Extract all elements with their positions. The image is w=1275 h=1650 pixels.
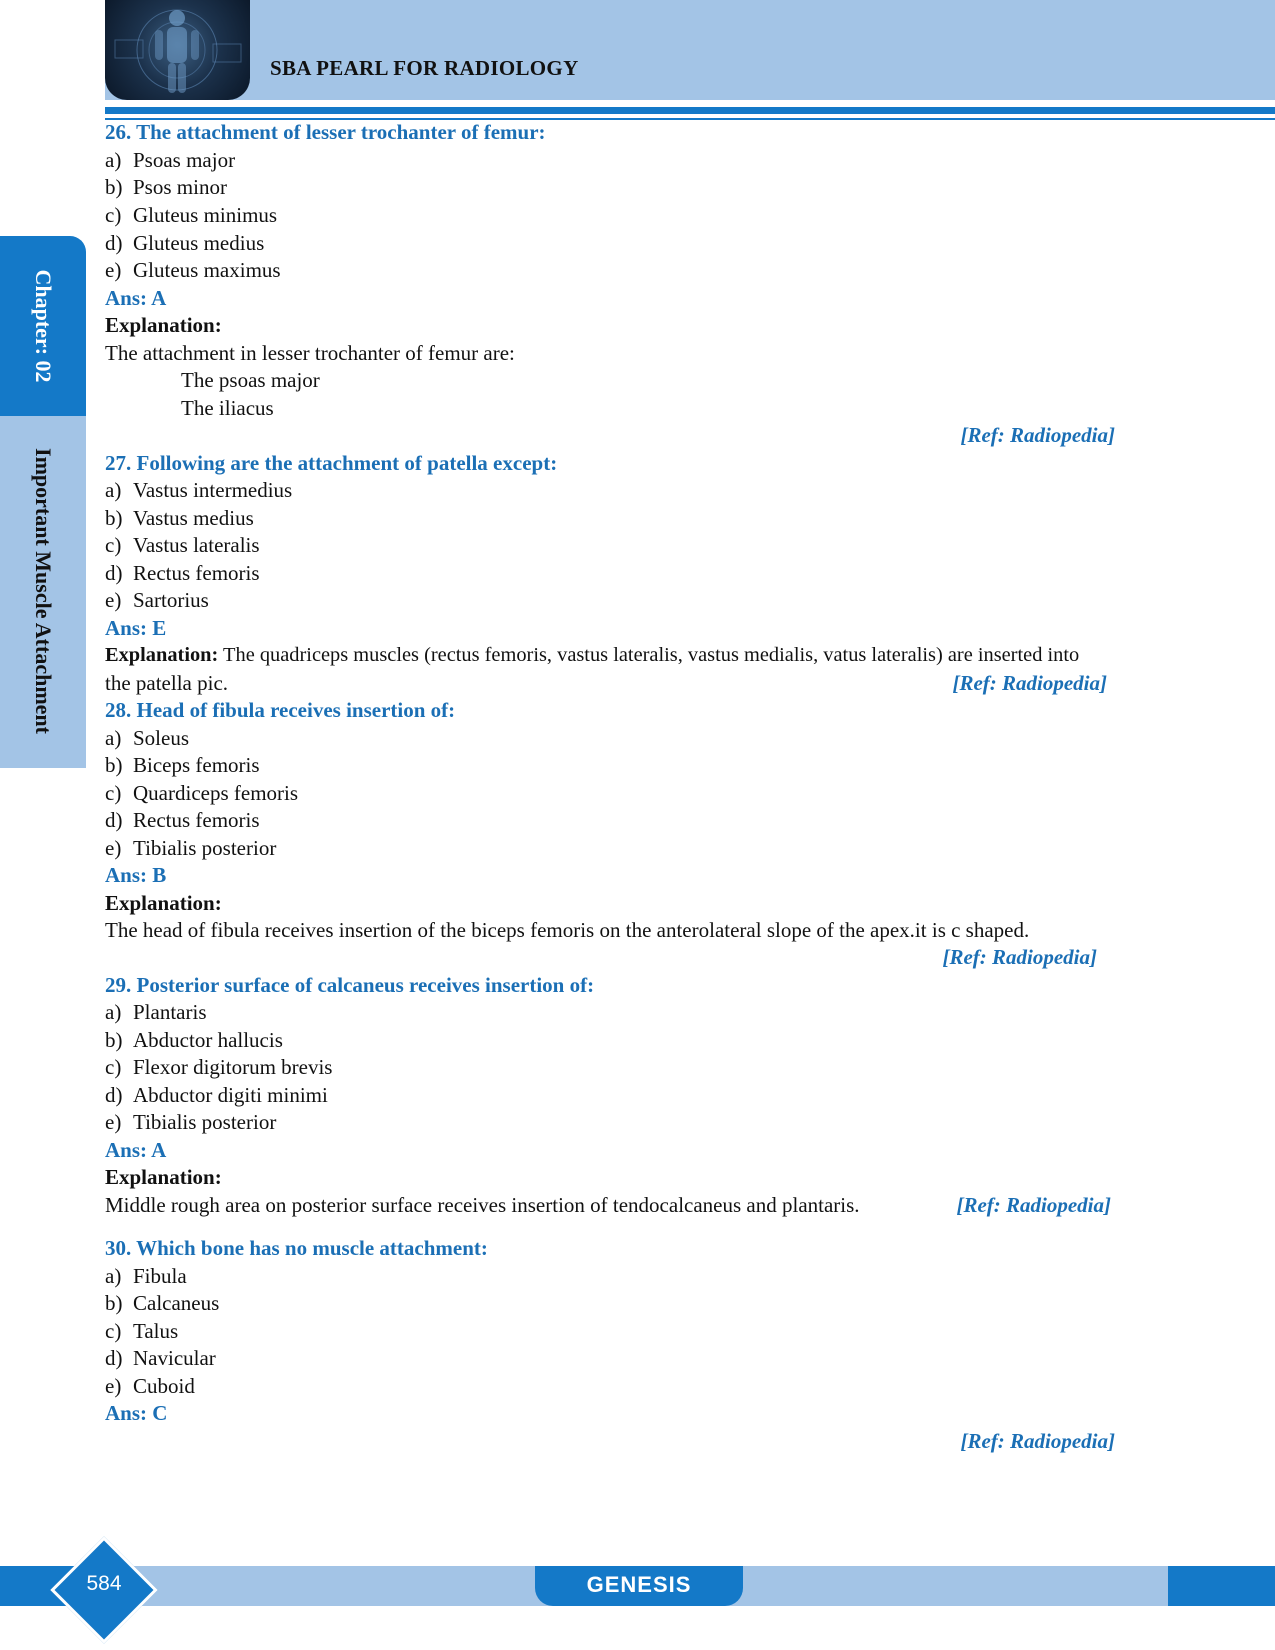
option: e) Tibialis posterior [105,836,277,860]
body-scan-image [105,0,250,100]
chapter-label: Chapter: 02 [31,269,56,383]
option: b) Calcaneus [105,1291,220,1315]
option: d) Rectus femoris [105,808,260,832]
footer-right-block [1168,1566,1275,1606]
header-logo-image [105,0,250,100]
header-bar [105,0,1275,100]
option: d) Rectus femoris [105,561,260,585]
option: a) Plantaris [105,1000,207,1024]
option: a) Soleus [105,726,190,750]
explanation-text: Middle rough area on posterior surface receives insertion of tendocalcaneus and plantaris. [105,1193,860,1217]
option: a) Psoas major [105,148,236,172]
explanation-label: Explanation: [105,891,222,915]
option: c) Flexor digitorum brevis [105,1055,333,1079]
answer: Ans: B [105,863,167,887]
explanation-text: The attachment in lesser trochanter of femur are: [105,341,515,365]
answer: Ans: A [105,1138,167,1162]
topic-label: Important Muscle Attachment [31,448,56,734]
option: d) Abductor digiti minimi [105,1083,328,1107]
header-title: SBA PEARL FOR RADIOLOGY [270,56,579,80]
explanation-item: The psoas major [181,368,320,392]
header-divider-thick [105,107,1275,114]
question-26-title: 26. The attachment of lesser trochanter of femur: [105,120,546,144]
explanation-label: Explanation: [105,313,222,337]
explanation-text: The head of fibula receives insertion of the biceps femoris on the anterolateral slope of the apex.it is c shaped. [105,918,1030,942]
option: c) Talus [105,1319,179,1343]
reference: [Ref: Radiopedia] [942,945,1097,969]
reference: [Ref: Radiopedia] [952,671,1107,695]
explanation-text: the patella pic. [105,671,229,695]
option: c) Quardiceps femoris [105,781,299,805]
option: b) Psos minor [105,175,227,199]
option: a) Vastus intermedius [105,478,293,502]
reference: [Ref: Radiopedia] [960,423,1115,447]
question-30-title: 30. Which bone has no muscle attachment: [105,1236,488,1260]
answer: Ans: E [105,616,167,640]
explanation-text: Explanation: The quadriceps muscles (rectus femoris, vastus lateralis, vastus medialis, vatus lateralis) are inserted into [105,644,1080,666]
answer: Ans: C [105,1401,168,1425]
option: b) Abductor hallucis [105,1028,283,1052]
option: e) Cuboid [105,1374,195,1398]
answer: Ans: A [105,286,167,310]
option: b) Vastus medius [105,506,254,530]
option: e) Tibialis posterior [105,1110,277,1134]
reference: [Ref: Radiopedia] [960,1429,1115,1453]
explanation-item: The iliacus [181,396,274,420]
page-number: 584 [86,1572,122,1595]
question-27-title: 27. Following are the attachment of patella except: [105,451,558,475]
brand-logo: GENESIS [586,1572,692,1597]
reference: [Ref: Radiopedia] [956,1193,1111,1217]
option: c) Vastus lateralis [105,533,260,557]
option: c) Gluteus minimus [105,203,278,227]
question-29-title: 29. Posterior surface of calcaneus receives insertion of: [105,973,595,997]
question-28-title: 28. Head of fibula receives insertion of: [105,698,456,722]
option: d) Gluteus medius [105,231,265,255]
option: d) Navicular [105,1346,216,1370]
option: e) Gluteus maximus [105,258,281,282]
explanation-label: Explanation: [105,1165,222,1189]
option: e) Sartorius [105,588,209,612]
option: b) Biceps femoris [105,753,260,777]
option: a) Fibula [105,1264,187,1288]
